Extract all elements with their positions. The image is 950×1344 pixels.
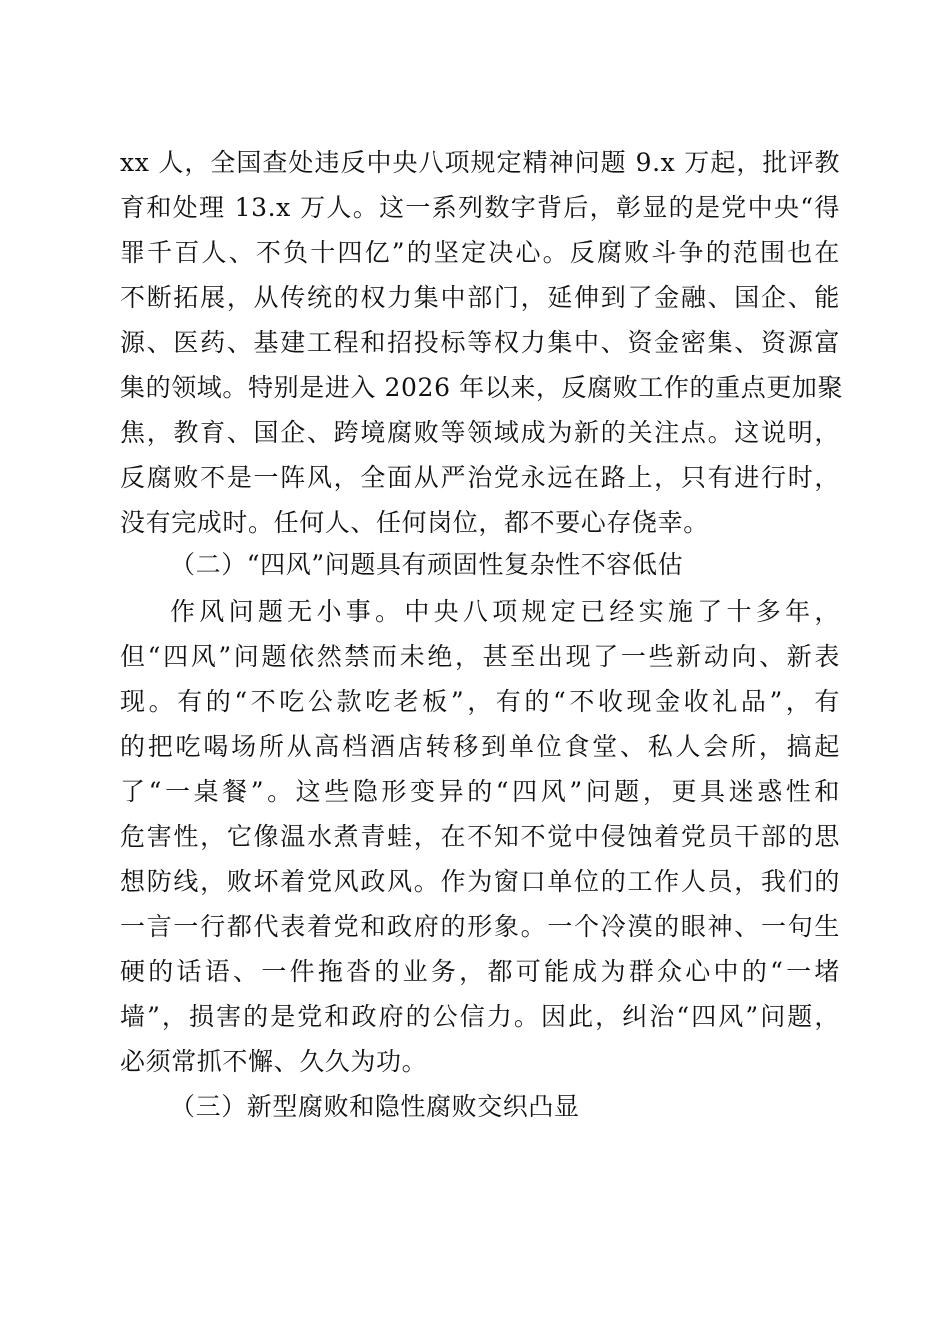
- paragraph-line: 源、医药、基建工程和招投标等权力集中、资金密集、资源富: [120, 328, 840, 357]
- paragraph-line: 育和处理 13.x 万人。这一系列数字背后，彰显的是党中央“得: [120, 193, 840, 222]
- paragraph-line: xx 人，全国查处违反中央八项规定精神问题 9.x 万起，批评教: [120, 148, 840, 177]
- paragraph-line: 但“四风”问题依然禁而未绝，甚至出现了一些新动向、新表: [120, 642, 840, 671]
- paragraph-line: 没有完成时。任何人、任何岗位，都不要心存侥幸。: [120, 508, 709, 537]
- paragraph-line: 反腐败不是一阵风，全面从严治党永远在路上，只有进行时，: [120, 463, 840, 492]
- section-heading-2: （二）“四风”问题具有顽固性复杂性不容低估: [170, 550, 684, 579]
- paragraph-line: 现。有的“不吃公款吃老板”，有的“不收现金收礼品”，有: [120, 687, 840, 716]
- paragraph-line: 硬的话语、一件拖沓的业务，都可能成为群众心中的“一堵: [120, 957, 840, 986]
- paragraph-line: 集的领域。特别是进入 2026 年以来，反腐败工作的重点更加聚: [120, 373, 844, 402]
- paragraph-line: 危害性，它像温水煮青蛙，在不知不觉中侵蚀着党员干部的思: [120, 822, 840, 851]
- paragraph-line: 的把吃喝场所从高档酒店转移到单位食堂、私人会所，搞起: [120, 732, 840, 761]
- paragraph-line: 作风问题无小事。中央八项规定已经实施了十多年，: [170, 597, 840, 626]
- paragraph-line: 墙”，损害的是党和政府的公信力。因此，纠治“四风”问题，: [120, 1002, 840, 1031]
- paragraph-line: 不断拓展，从传统的权力集中部门，延伸到了金融、国企、能: [120, 283, 840, 312]
- paragraph-line: 一言一行都代表着党和政府的形象。一个冷漠的眼神、一句生: [120, 912, 840, 941]
- paragraph-line: 必须常抓不懈、久久为功。: [120, 1047, 428, 1076]
- paragraph-line: 罪千百人、不负十四亿”的坚定决心。反腐败斗争的范围也在: [120, 238, 840, 267]
- section-heading-3: （三）新型腐败和隐性腐败交织凸显: [170, 1092, 580, 1121]
- paragraph-line: 了“一桌餐”。这些隐形变异的“四风”问题，更具迷惑性和: [120, 777, 840, 806]
- paragraph-line: 焦，教育、国企、跨境腐败等领域成为新的关注点。这说明，: [120, 418, 840, 447]
- paragraph-line: 想防线，败坏着党风政风。作为窗口单位的工作人员，我们的: [120, 867, 840, 896]
